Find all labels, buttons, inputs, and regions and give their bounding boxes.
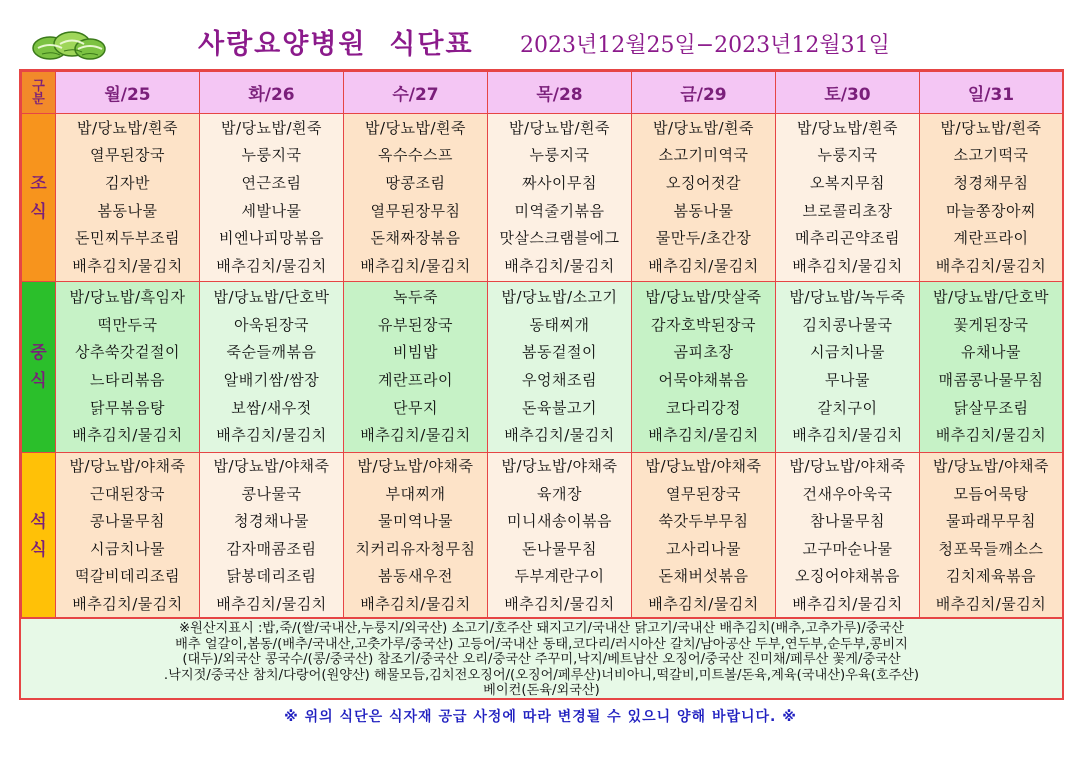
menu-item: 배추김치/물김치	[360, 426, 471, 445]
menu-item: 고구마순나물	[802, 539, 893, 558]
meal-row	[22, 453, 1063, 620]
menu-cell	[56, 282, 200, 453]
menu-item: 밥/당뇨밥/야채죽	[69, 457, 186, 475]
menu-item: 소고기떡국	[953, 146, 1029, 165]
menu-item: 시금치나물	[90, 539, 165, 558]
menu-item: 무나물	[825, 371, 870, 389]
origin-line: (대두)/외국산 콩국수/(콩/중국산) 참조기/중국산 오리/중국산 주꾸미,낙지/베트남산 오징어/중국산 진미채/페루산 꽃게/중국산	[182, 652, 901, 667]
menu-item: 곰피초장	[673, 343, 734, 362]
menu-cell	[200, 282, 344, 453]
menu-item: 청포묵들깨소스	[938, 539, 1044, 558]
menu-item: 코다리강정	[666, 398, 741, 417]
menu-item: 물파래무무침	[946, 512, 1036, 531]
menu-item: 김치제육볶음	[946, 567, 1036, 586]
menu-cell	[344, 282, 488, 453]
menu-item: 모듬어묵탕	[953, 484, 1029, 503]
menu-item: 오복지무침	[810, 173, 885, 192]
menu-item: 배추김치/물김치	[504, 426, 615, 445]
menu-cell	[632, 453, 776, 620]
menu-item: 돈육불고기	[522, 398, 597, 417]
menu-item: 떡만두국	[97, 315, 158, 334]
menu-item: 누룽지국	[817, 146, 878, 165]
menu-cell	[488, 282, 632, 453]
menu-item: 물미역나물	[378, 512, 453, 531]
menu-item: 밥/당뇨밥/흰죽	[76, 118, 179, 137]
menu-item: 밥/당뇨밥/야채죽	[357, 457, 474, 475]
menu-item: 미역줄기볶음	[514, 201, 605, 220]
menu-item: 비엔나피망볶음	[219, 229, 324, 248]
menu-item: 세발나물	[241, 201, 302, 220]
menu-item: 밥/당뇨밥/흰죽	[940, 118, 1042, 137]
meal-label-char: 식	[30, 539, 47, 560]
meal-label	[22, 114, 56, 282]
menu-cell	[56, 453, 200, 620]
menu-item: 옥수수스프	[378, 146, 453, 165]
menu-item: 맛살스크램블에그	[499, 229, 620, 248]
menu-item: 느타리볶음	[90, 371, 165, 389]
header	[0, 0, 1081, 68]
menu-sheet	[19, 69, 1064, 700]
menu-item: 계란프라이	[953, 229, 1029, 248]
menu-item: 돈나물무침	[522, 539, 597, 558]
menu-item: 매콤콩나물무침	[938, 371, 1044, 389]
menu-item: 오징어젓갈	[666, 173, 741, 192]
corner-label-char: 구	[32, 78, 45, 94]
meal-label-char: 중	[30, 343, 47, 363]
menu-item: 봄동나물	[673, 201, 734, 220]
menu-item: 아욱된장국	[234, 315, 309, 334]
meal-label-char: 석	[30, 511, 47, 532]
menu-item: 시금치나물	[810, 343, 885, 362]
menu-item: 배추김치/물김치	[648, 256, 759, 275]
origin-line: 배추 얼갈이,봄동/(배추/국내산,고춧가루/중국산) 고등어/국내산 동태,코다리/러시아산 갈치/남아공산 두부,연두부,순두부,콩비지	[175, 636, 908, 652]
menu-period: 2023년12월25일−2023년12월31일	[520, 33, 890, 58]
menu-item: 치커리유자청무침	[355, 539, 476, 558]
menu-item: 어묵야채볶음	[658, 371, 749, 389]
menu-item: 밥/당뇨밥/야채죽	[789, 457, 906, 475]
menu-item: 닭살무조림	[953, 398, 1029, 417]
menu-item: 배추김치/물김치	[72, 256, 183, 275]
menu-item: 동태찌개	[529, 315, 590, 334]
change-notice: ※ 위의 식단은 식자재 공급 사정에 따라 변경될 수 있으니 양해 바랍니다. ※	[284, 709, 797, 725]
menu-item: 밥/당뇨밥/단호박	[932, 288, 1050, 307]
menu-item: 갈치구이	[817, 398, 878, 417]
meal-row	[22, 114, 1063, 282]
menu-cell	[344, 453, 488, 620]
menu-item: 열무된장국	[666, 484, 741, 503]
corner-label	[22, 72, 56, 114]
menu-item: 마늘쫑장아찌	[946, 201, 1036, 220]
menu-item: 배추김치/물김치	[648, 594, 759, 613]
menu-item: 콩나물무침	[90, 512, 165, 531]
menu-item: 돈민찌두부조림	[75, 229, 180, 248]
menu-item: 배추김치/물김치	[360, 594, 471, 613]
menu-item: 배추김치/물김치	[504, 256, 615, 275]
menu-cell	[632, 282, 776, 453]
origin-line: ※원산지표시 :밥,죽/(쌀/국내산,누룽지/외국산) 소고기/호주산 돼지고기/국내산 닭고기/국내산 배추김치(배추,고추가루)/중국산	[179, 621, 904, 636]
day-header: 목/28	[488, 72, 632, 114]
menu-item: 밥/당뇨밥/야채죽	[213, 457, 330, 475]
menu-item: 돈채짜장볶음	[370, 229, 461, 248]
meal-label	[22, 453, 56, 620]
origin-line: 베이컨(돈육/외국산)	[483, 683, 600, 698]
menu-cell	[776, 282, 920, 453]
menu-item: 배추김치/물김치	[216, 256, 327, 275]
menu-item: 연근조림	[241, 173, 302, 192]
menu-item: 감자호박된장국	[651, 315, 756, 334]
menu-item: 밥/당뇨밥/야채죽	[645, 457, 762, 475]
menu-item: 봄동나물	[97, 201, 158, 220]
menu-item: 건새우아욱국	[802, 484, 893, 503]
menu-item: 밥/당뇨밥/흰죽	[220, 118, 323, 137]
menu-cell	[920, 453, 1063, 620]
menu-item: 오징어야채볶음	[795, 567, 900, 586]
menu-item: 부대찌개	[385, 484, 446, 503]
menu-cell	[632, 114, 776, 282]
menu-item: 돈채버섯볶음	[658, 567, 749, 586]
menu-item: 청경채무침	[953, 173, 1029, 192]
menu-item: 브로콜리초장	[802, 201, 893, 220]
menu-item: 감자매콤조림	[226, 539, 317, 558]
meal-label	[22, 282, 56, 453]
menu-cell	[920, 282, 1063, 453]
menu-item: 배추김치/물김치	[648, 426, 759, 445]
menu-item: 비빔밥	[393, 343, 438, 362]
menu-item: 밥/당뇨밥/소고기	[501, 288, 618, 307]
menu-item: 짜사이무침	[522, 173, 597, 192]
menu-item: 배추김치/물김치	[360, 256, 471, 275]
menu-item: 배추김치/물김치	[935, 426, 1047, 445]
origin-line: .낙지젓/중국산 참치/다랑어(원양산) 해물모듬,김치전오징어/(오징어/페루산)너비아니,떡갈비,미트볼/돈육,계육(국내산)우육(호주산)	[163, 667, 920, 683]
menu-item: 배추김치/물김치	[216, 594, 327, 613]
menu-item: 배추김치/물김치	[72, 594, 183, 613]
menu-table	[21, 71, 1063, 620]
menu-item: 꽃게된장국	[953, 315, 1029, 334]
menu-item: 참나물무침	[810, 512, 885, 531]
menu-item: 배추김치/물김치	[935, 594, 1047, 613]
menu-item: 물만두/초간장	[655, 229, 752, 248]
menu-item: 배추김치/물김치	[792, 426, 903, 445]
page-title: 사랑요양병원 식단표	[198, 29, 474, 60]
day-header: 토/30	[776, 72, 920, 114]
menu-item: 밥/당뇨밥/흰죽	[508, 118, 611, 137]
menu-item: 닭무볶음탕	[90, 398, 165, 417]
menu-item: 보쌈/새우젓	[231, 398, 312, 417]
menu-item: 열무된장무침	[370, 201, 461, 220]
menu-cell	[344, 114, 488, 282]
day-header: 일/31	[920, 72, 1063, 114]
day-header-row	[22, 72, 1063, 114]
menu-item: 열무된장국	[90, 146, 165, 165]
menu-item: 상추쑥갓겉절이	[75, 343, 180, 362]
corner-label-char: 분	[32, 91, 45, 107]
menu-item: 닭봉데리조림	[226, 567, 317, 586]
menu-item: 밥/당뇨밥/흑임자	[69, 288, 186, 307]
menu-item: 녹두죽	[393, 288, 438, 307]
menu-item: 배추김치/물김치	[216, 426, 327, 445]
menu-item: 계란프라이	[378, 371, 453, 389]
menu-item: 단무지	[393, 398, 438, 417]
menu-item: 배추김치/물김치	[504, 594, 615, 613]
menu-item: 두부계란구이	[514, 567, 605, 586]
menu-item: 김치콩나물국	[802, 315, 893, 334]
menu-item: 메추리곤약조림	[795, 229, 900, 248]
menu-item: 떡갈비데리조림	[75, 567, 180, 586]
menu-item: 우엉채조림	[522, 371, 597, 389]
menu-item: 근대된장국	[90, 484, 165, 503]
menu-cell	[776, 114, 920, 282]
meal-label-char: 식	[30, 201, 47, 222]
menu-item: 밥/당뇨밥/흰죽	[364, 118, 467, 137]
menu-item: 죽순들깨볶음	[226, 343, 317, 362]
menu-item: 밥/당뇨밥/흰죽	[796, 118, 899, 137]
menu-item: 유채나물	[961, 343, 1021, 362]
menu-item: 미니새송이볶음	[507, 512, 612, 531]
menu-item: 배추김치/물김치	[792, 256, 903, 275]
origin-notice	[21, 617, 1062, 698]
menu-item: 누룽지국	[241, 146, 302, 165]
menu-item: 봄동새우전	[378, 567, 453, 586]
menu-item: 밥/당뇨밥/야채죽	[932, 457, 1050, 475]
menu-item: 알배기쌈/쌈장	[223, 371, 320, 389]
menu-item: 청경채나물	[234, 512, 309, 531]
menu-cell	[776, 453, 920, 620]
menu-item: 땅콩조림	[385, 173, 446, 192]
day-header: 금/29	[632, 72, 776, 114]
day-header: 수/27	[344, 72, 488, 114]
menu-item: 밥/당뇨밥/녹두죽	[789, 288, 906, 307]
menu-cell	[200, 453, 344, 620]
meal-label-char: 식	[30, 371, 47, 391]
menu-item: 배추김치/물김치	[792, 594, 903, 613]
menu-cell	[488, 114, 632, 282]
day-header: 월/25	[56, 72, 200, 114]
meal-row	[22, 282, 1063, 453]
menu-item: 소고기미역국	[658, 146, 749, 165]
menu-item: 밥/당뇨밥/맛살죽	[645, 288, 762, 307]
menu-item: 김자반	[105, 173, 150, 192]
menu-item: 고사리나물	[666, 539, 741, 558]
menu-item: 밥/당뇨밥/단호박	[213, 288, 330, 307]
menu-item: 배추김치/물김치	[935, 256, 1047, 275]
menu-item: 밥/당뇨밥/야채죽	[501, 457, 618, 475]
menu-item: 쑥갓두부무침	[658, 512, 749, 531]
menu-item: 봄동겉절이	[522, 343, 597, 362]
menu-item: 유부된장국	[378, 315, 453, 334]
menu-item: 콩나물국	[241, 484, 302, 503]
menu-cell	[920, 114, 1063, 282]
menu-item: 육개장	[537, 484, 582, 503]
menu-cell	[200, 114, 344, 282]
menu-item: 누룽지국	[529, 146, 590, 165]
menu-item: 밥/당뇨밥/흰죽	[652, 118, 755, 137]
meal-label-char: 조	[30, 173, 47, 194]
menu-cell	[56, 114, 200, 282]
day-header: 화/26	[200, 72, 344, 114]
menu-cell	[488, 453, 632, 620]
menu-item: 배추김치/물김치	[72, 426, 183, 445]
cabbage-logo-icon	[28, 24, 108, 64]
